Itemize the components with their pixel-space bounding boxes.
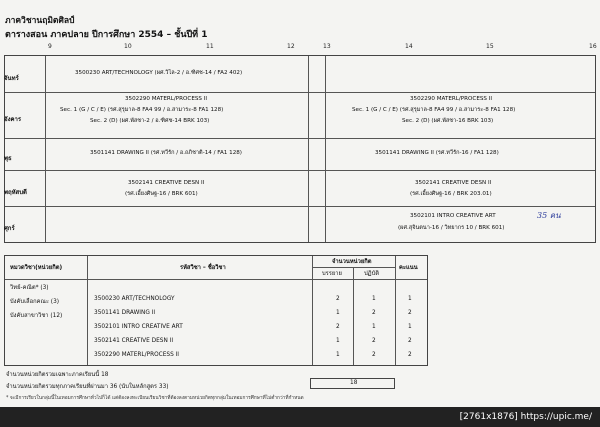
- class-entry: Sec. 2 (D) (ผศ.พัสชา-16 BRK 103): [402, 118, 494, 124]
- class-entry: (รศ.เอี้ยงศิษฐ-16 / BRK 601): [125, 191, 198, 197]
- class-entry: (ผศ.สุจินตนา-16 / วิทยากร 10 / BRK 601): [398, 225, 505, 231]
- class-entry: (รศ.เอี้ยงศิษฐ-16 / BRK 203.01): [410, 191, 492, 197]
- day-tuesday: อังคาร: [4, 116, 22, 123]
- footnote: * จะมีการเรียวในกลุ่มนี้ในเทอมการศึกษาทั่วไปก็ได้ แต่ต้องลงทะเบียนเรียนวิชาที่ต้องลงตามหน่วยกิตทุกกลุ่มในเทอมการศึกษาที่ไม่ต่ำกว่าที่กำหนด: [6, 396, 304, 401]
- hour-label: 10: [124, 43, 132, 50]
- class-entry: Sec. 1 (G / C / E) (รศ.สุรุมาล-8 FA4 99 / อ.สามาระ-8 FA1 128): [60, 107, 224, 113]
- header-course: รหัสวิชา – ชื่อวิชา: [180, 265, 226, 271]
- image-watermark: [2761x1876] https://upic.me/: [0, 407, 600, 427]
- day-thursday: พฤหัสบดี: [4, 189, 27, 196]
- hour-label: 13: [323, 43, 331, 50]
- summary-value-box: [310, 378, 395, 389]
- day-monday: จันทร์: [4, 75, 19, 82]
- summary-value: 18: [350, 380, 358, 386]
- class-entry: Sec. 1 (G / C / E) (รศ.สุรุมาล-8 FA4 99 / อ.สามาระ-8 FA1 128): [352, 107, 516, 113]
- day-wednesday: พุธ: [4, 155, 12, 162]
- hour-label: 16: [589, 43, 597, 50]
- hour-label: 15: [486, 43, 494, 50]
- hour-ruler: [0, 43, 600, 53]
- hour-label: 12: [287, 43, 295, 50]
- department-heading: ภาควิชานฤมิตศิลป์: [5, 16, 75, 26]
- credits-summary-term: จำนวนหน่วยกิตรวมเฉพาะภาคเรียนนี้ 18: [6, 372, 109, 378]
- class-entry: 3502290 MATERL/PROCESS II: [410, 96, 493, 102]
- scanned-document: ภาควิชานฤมิตศิลป์ ตารางสอน ภาคปลาย ปีการศึกษา 2554 – ชั้นปีที่ 1 9 10 11 12 13 14 15 16 จันทร์ อังคาร พุธ พฤหัสบดี ศุกร์ 3500230 ART/TECHNOLOGY (ผศ.วิไล-2 / อ.ฑิศช-14 / FA2 402) 3502290 MATERL/PROCESS II Sec. 1 (G / C / E) (รศ.สุรุมาล-8 FA4 99 / อ.สามาระ-8 FA1 128) Sec. 2 (D) (ผศ.พัสชา-2 / อ.ฑิศช-14 BRK 103) 3502290 MATERL/PROCESS II Sec. 1 (G / C / E) (รศ.สุรุมาล-8 FA4 99 / อ.สามาระ-8 FA1 128) Sec. 2 (D) (ผศ.พัสชา-16 BRK 103) 3501141 DRAWING II (รศ.ทวีรัก / อ.ถภิชาติ-14 / FA1 128) 3501141 DRAWING II (รศ.ทวีรัก-16 / FA1 128) 3502141 CREATIVE DESN II (รศ.เอี้ยงศิษฐ-16 / BRK 601) 3502141 CREATIVE DESN II (รศ.เอี้ยงศิษฐ-16 / BRK 203.01) 3502101 INTRO CREATIVE ART (ผศ.สุจินตนา-16 / วิทยากร 10 / BRK 601) 35 คน หมวดวิชา(หน่วยกิต) รหัสวิชา – ชื่อวิชา จำนวนหน่วยกิต บรรยาย ปฏิบัติ คะแนน วิทย์-คณิต* (3) บังคับเลือกคณะ (3) บังคับสาขาวิชา (12) 3500230 ART/TECHNOLOGY 2 1 1 3501141 DRAWING II 1 2 2 3502101 INTRO CREATIVE ART 2 1 1 3502141 CREATIVE DESN II 1 2 2 3502290 MATERL/PROCESS II 1 2 2 จำนวนหน่วยกิตรวมเฉพาะภาคเรียนนี้ 18 จำนวนหน่วยกิตรวมทุกภาคเรียนที่ผ่านมา 36 (นับในหลักสูตร 33) 18 * จะมีการเรียวในกลุ่มนี้ในเทอมการศึกษาทั่วไปก็ได้ แต่ต้องลงทะเบียนเรียนวิชาที่ต้องลงตามหน่วยกิตทุกกลุ่มในเทอมการศึกษาที่ไม่ต่ำกว่าที่กำหนด: [0, 0, 600, 407]
- hour-label: 11: [206, 43, 214, 50]
- hour-label: 14: [405, 43, 413, 50]
- class-entry: 3500230 ART/TECHNOLOGY (ผศ.วิไล-2 / อ.ฑิศช-14 / FA2 402): [75, 70, 243, 76]
- category-label: บังคับเลือกคณะ (3): [10, 299, 60, 305]
- header-lecture: บรรยาย: [322, 271, 342, 277]
- day-friday: ศุกร์: [4, 225, 15, 232]
- header-score: คะแนน: [399, 265, 418, 271]
- class-entry: Sec. 2 (D) (ผศ.พัสชา-2 / อ.ฑิศช-14 BRK 103): [90, 118, 210, 124]
- header-category: หมวดวิชา(หน่วยกิต): [10, 265, 63, 271]
- class-entry: 3502141 CREATIVE DESN II: [128, 180, 205, 186]
- class-entry: 3502101 INTRO CREATIVE ART: [410, 213, 496, 219]
- class-entry: 3501141 DRAWING II (รศ.ทวีรัก-16 / FA1 128): [375, 150, 499, 156]
- hour-label: 9: [48, 43, 52, 50]
- credits-summary-total: จำนวนหน่วยกิตรวมทุกภาคเรียนที่ผ่านมา 36 (นับในหลักสูตร 33): [6, 384, 169, 390]
- header-practice: ปฏิบัติ: [364, 271, 380, 277]
- class-entry: 3501141 DRAWING II (รศ.ทวีรัก / อ.ถภิชาติ-14 / FA1 128): [90, 150, 242, 156]
- category-label: วิทย์-คณิต* (3): [10, 285, 49, 291]
- class-entry: 3502290 MATERL/PROCESS II: [125, 96, 208, 102]
- header-credits: จำนวนหน่วยกิต: [332, 259, 372, 265]
- category-label: บังคับสาขาวิชา (12): [10, 313, 63, 319]
- class-entry: 3502141 CREATIVE DESN II: [415, 180, 492, 186]
- handwritten-note: 35 คน: [537, 211, 561, 220]
- schedule-title: ตารางสอน ภาคปลาย ปีการศึกษา 2554 – ชั้นปีที่ 1: [5, 30, 208, 40]
